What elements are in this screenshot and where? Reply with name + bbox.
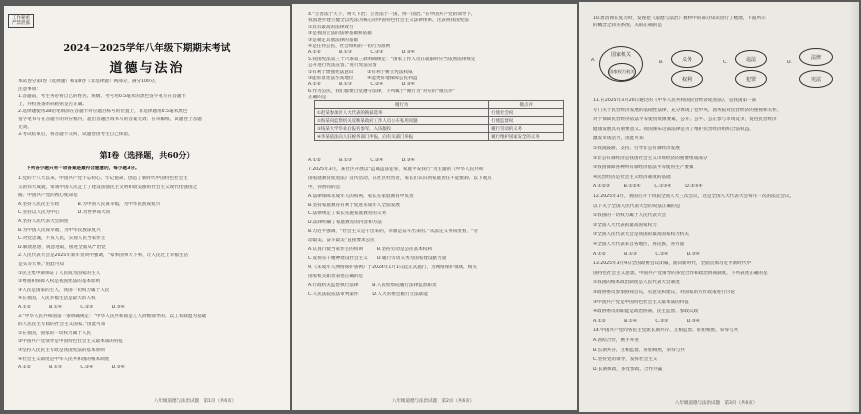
text-line: 的概念之间关系图，关联正确的是 (593, 23, 662, 28)
text-line: 无效。 (18, 124, 32, 130)
table-cell: 行使监督权 (489, 117, 564, 125)
table-cell: 履行劳动的义务 (489, 125, 564, 133)
text-line: 注意事项： (18, 86, 41, 92)
text-line: A.①② B.①④ C.②③ D.③④ (593, 318, 700, 324)
text-line: C.坚持以人民为中心 D.为世界谋大同 (18, 210, 111, 216)
text-line: ①具有最高的法律效力 (308, 24, 354, 30)
page-footer: 八年级道德与法治试题 第1页（共6页） (154, 399, 237, 404)
text-line: B.长期共存，互相监督，肝胆相照，荣辱与共 (593, 347, 685, 353)
option-letter: B. (659, 60, 664, 65)
text-line: 6.作为公民，我们都要自觉遵守法律，下列属于“微行为”对应的“微点评” (308, 88, 456, 94)
text-line: A.①② B.①③ C.②④ D.③④ (593, 251, 700, 257)
option-letter: C. (723, 60, 728, 65)
text-line: 3.考试结束后，将答题卡交回，试题卷由考生自己保留。 (18, 132, 133, 138)
text-line: 是头等大事。”由此可知 (18, 262, 65, 267)
text-line: ①在我国，国家的一切权力属于人民 (18, 330, 92, 336)
text-line: 8.习近平强调，“社会主义是干出来的，幸福是奋斗出来的。”从法定义务角度看，“劳 (308, 229, 479, 235)
table-row (315, 117, 564, 125)
text-line: 上，并检查条形码粘贴是否正确。 (18, 101, 87, 107)
text-line: A.①② B.①④ C.②③ D.③④ (18, 305, 125, 310)
text-line: A.①② B.①③ C.②④ D.③④ (308, 158, 415, 163)
text-line: 国家机关职责表述正确的是 (308, 273, 364, 279)
outer-circle: 违法 (735, 50, 767, 68)
page-edge-shadow (849, 2, 859, 412)
text-line: A.认真行使当家作主的权利 B.坚持劳动是公民基本权利 (308, 247, 432, 252)
text-line: 中，你赞同的是 (308, 184, 341, 190)
text-line: ③是制定其他法律的基础 (308, 37, 359, 43)
text-line: ①我国鼓励、支持、引导非公有制经济发展 (593, 146, 680, 151)
diagram-option-a (591, 46, 651, 86)
text-line: A.①②③ B.①②④ C.①③④ D.②③④ (593, 184, 703, 190)
text-line: C.对党忠诚，不负人民，实现人民当家作主 (18, 236, 106, 242)
table-cell: ③钱某大学毕业后报名参军，入伍服役 (315, 125, 489, 133)
text-line: D.解放思想，锐意进取，推进全面从严治党 (18, 244, 106, 250)
outer-circle: 义务 (671, 50, 703, 68)
text-line: 7.2025年3月，某社区开展以“远离违法犯罪，家庭平安我行”为主题的《中华人民共和 (308, 166, 484, 172)
text-line: A.行政机关监督执行法律 B.人民检察院履行法律监督职责 (308, 282, 437, 288)
text-line: 12.2025年3月，我国召开十四届全国人大三次会议，这是全国人大代表大会每年一次的法定会议。 (593, 194, 795, 199)
text-line: ③能彰显宪法至高地位 ④能更好地保障公民利益 (308, 76, 418, 81)
text-line: 11.在2025年3月20日通过的《中华人民共和国民营经济促进法》，是我国第一部 (593, 98, 757, 103)
exam-page-1 (4, 6, 290, 410)
text-line: 以下关于全国人民代表大会的说法正确的是 (593, 203, 681, 209)
text-line: B.坚持家庭教育有利于促进未成年人全面发展 (308, 202, 400, 208)
text-line: 路。中国共产党的初心使命是 (18, 193, 78, 199)
text-line: 14.中国共产党同各民主党派长期共存、互相监督、肝胆相照、荣辱与共 (593, 328, 739, 334)
text-line: ①有利于增强宪法意识 ②有利于树立宪法权威 (308, 69, 413, 75)
text-line: 13.2025年3月9日全国政协会议闭幕，面向新时代，全面贯彻习近平新时代中 (593, 261, 752, 267)
text-line: 对于保障民营经济依法平等使用资源要素，公开、公平、公正参与市场竞争，促进民营经济 (593, 117, 777, 123)
text-line: C.人民法院依法审判案件 D.人大常委会履行立法职能 (308, 291, 428, 297)
text-line: A.团结合作，携手并进 (593, 338, 639, 343)
text-line: ④在我国，人民幸福生活是最大的人权 (18, 296, 96, 302)
text-line: C.坚持党的领导，发挥社会主义 (593, 357, 658, 363)
exam-page-2 (292, 4, 577, 410)
option-letter: A. (591, 58, 596, 63)
outer-circle: 法律 (799, 48, 833, 66)
text-line: ④民营经济是社会主义经济制度的基础 (593, 174, 671, 180)
text-line: ④政协委员的职能是政治协商、民主监督、参政议政 (593, 309, 699, 315)
option-letter: D. (787, 60, 792, 65)
text-line: 2.人民代表大会是2025年新年贺词中强调，“家事国事天下事，让人民过上幸福生活 (18, 253, 189, 259)
text-line: 的人民民主专政的社会主义国家。”由此可知 (18, 322, 106, 328)
text-line: 1.党的十八大以来，中国共产党不忘初心、牢记使命，创造了新时代中国特色社会主 (18, 176, 188, 181)
diagram-option-b (659, 50, 715, 86)
page-footer: 八年级道德与法治试题 第3页（共6页） (675, 401, 758, 406)
text-line: 激发市场活力，由此可知 (593, 136, 644, 142)
text-line: C.法律规定了家长实施家庭教育的义务 (308, 211, 387, 217)
inner-circle: 权利 (671, 70, 703, 88)
exam-page-3 (579, 2, 859, 412)
text-line: D.法律明确了家庭教育的内容和方法 (308, 220, 382, 226)
table-header-row (315, 101, 564, 109)
diagram-option-d (787, 48, 847, 88)
text-line: 签字笔书写在答题卡的对应框内，超出答题区域书写的答案无效；在草稿纸、试题卷上答题 (18, 117, 202, 122)
text-line: 3.“中华人民共和国第一条明确规定：“中华人民共和国是工人阶级领导的、以工农联盟为基础 (18, 313, 207, 319)
outer-circle: 国家机关 (599, 46, 643, 82)
confidential-seal (8, 14, 34, 28)
inner-circle: 宪法 (799, 70, 833, 88)
text-line: ①民主集中制保证了人民成为国家的主人 (18, 270, 101, 276)
text-line: A.法律保障未成年人的权利，家长在家庭教育中负责 (308, 193, 414, 199)
exam-title: 2024－2025学年八年级下期期末考试 (63, 43, 231, 54)
text-line: 公开进行宪法宣誓。”进行宪法宣誓 (308, 63, 377, 69)
text-line: 动最美、奋斗最美”直接要求公民 (308, 238, 375, 244)
table-row (315, 133, 564, 141)
text-line: ④是任何公民、社会组织的一切行为准则 (308, 44, 391, 49)
text-line: ②政协委员参加协商会议，有意见和建议，对国家的方针政策进行讨论 (593, 290, 735, 295)
behavior-table (314, 100, 564, 141)
diagram-option-c (723, 50, 779, 86)
table-cell: 行使社会权 (489, 109, 564, 117)
table-cell: 履行维护国家安全的义务 (489, 133, 564, 141)
text-line: 4.“立善法于天下，则天下治；立善法于一国，则一国治。”在中国共产党的领导下， (308, 12, 476, 17)
text-line: 我国逐步建立健全以宪法为核心的中国特色社会主义法律体系。这表明我国宪法 (308, 18, 469, 24)
table-cell: ④李某依法向人驻税务部门申报，向有关部门举报 (315, 133, 489, 141)
text-line: 国家庭教育促进法》宣传活动，在社区经营者，家长们认识到家庭责任不能推卸，以下观点 (308, 175, 492, 181)
text-line: 专门关于民营经济发展的基础性法律，充分体现了党中央、国务院对民营经济的重视和关怀， (593, 107, 782, 113)
text-line: ①我国的根本政治制度是人民代表大会制度 (593, 280, 680, 286)
table-row (315, 109, 564, 117)
text-line: 10.唐清洲在复习时，发现把《道德与法治》教材中的部分知识进行了梳理，下面所示 (593, 16, 766, 21)
text-line: ②是我国立法的法律基础和依据 (308, 31, 372, 37)
text-line: 健康发展具有重要意义。我国颁布这部法律是为了维护民营经济组织合法权益， (593, 126, 754, 132)
text-line: ③中国共产党是中国特色社会主义最本质的特征 (593, 299, 689, 305)
text-line: ④全国人大代表来自各地区、各民族、各方面 (593, 242, 685, 247)
table-header: 微点评 (489, 101, 564, 109)
page-footer: 八年级道德与法治试题 第2页（共6页） (392, 399, 475, 404)
text-line: ②全国人大代表的最高国家权力 (593, 222, 657, 228)
text-line: A.①② B.①③ C.②③ D.③④ (308, 50, 415, 56)
text-line: A.坚持人民民主专政 B.为中国人民谋幸福，为中华民族谋复兴 (18, 201, 161, 207)
text-line: 5.我国宪法第三十六条第三款明确规定：“国家工作人员在就职时应当依照法律规定 (308, 56, 476, 62)
text-line: ④社会主义制度是中华人民共和国的根本制度 (18, 356, 110, 362)
text-line: ③人民是国家的主人，我国一切权力属于人民 (18, 287, 110, 293)
text-line: B.为中国人民谋幸福，为中华民族谋复兴 (18, 227, 101, 233)
text-line: ①我国的一切权力属于人民代表大会 (593, 213, 667, 219)
section-instruction: 下列各小题只有一项答案是最符合题意的，每小题3分。 (26, 166, 140, 171)
text-line: ③坚持人民民主专政是我国宪法的基本原则 (18, 348, 105, 353)
text-line: 2.选择题使用2B铅笔填涂在答题卡对应题目标号的位置上，非选择题用0.5毫米黑色 (18, 109, 188, 115)
inner-circle: 国家权力机关 (608, 63, 636, 81)
text-line: A.①② B.①③ C.②④ D.③④ (308, 82, 415, 88)
section-title: 第Ⅰ卷（选择题，共60分） (99, 150, 195, 160)
inner-circle: 犯罪 (735, 70, 767, 88)
text-line: ②尊重和保障人权是我国宪法的基本原则 (18, 279, 101, 285)
table-cell: ①赵某参加区人大代表的换届选举 (315, 109, 489, 117)
text-line: D.长期执政，多党参政，合作共赢 (593, 366, 663, 372)
text-line: 本试卷分第Ⅰ卷（选择题）和第Ⅱ卷（非选择题）两部分，满分100分。 (18, 79, 160, 84)
text-line: A.坚持人民代表大会制度 (18, 219, 69, 224)
table-row (315, 125, 564, 133)
text-line: 9.《未成年人网络保护条例》于2024年1月1日起正式施行，为网络保护领域，相关 (308, 264, 477, 270)
text-line: C.发扬实干精神建设社会主义 D.履行劳动义务为国家建设献力量 (308, 255, 447, 261)
text-line: 1.答题前，考生务必将自己的姓名、班级、考号用0.5毫米的黑色签字笔写在答题卡 (18, 94, 186, 100)
text-line: 国特色社会主义思想。中国共产党领导的多党合作和政治协商制度，下列表述正确的是 (593, 270, 768, 276)
text-line: 正确的是 (308, 95, 327, 101)
seal-line-1: 工作秘密 (12, 16, 30, 21)
text-line: ②非公有制经济是我国社会主义市场经济的重要组成部分 (593, 155, 708, 161)
text-line: 义的伟大成就，带领中国人民走上了建设富强民主文明和谐美丽的社会主义现代化强国之 (18, 184, 198, 190)
text-line: ②中国共产党领导是中国特色社会主义最本质的特征 (18, 339, 124, 345)
text-line: ③全国人民代表大会是我国的最高国家权力机关 (593, 232, 689, 238)
text-line: A.①② B.①③ C.②④ D.③④ (18, 365, 125, 371)
table-header: 微行为 (315, 101, 489, 109)
subject-title: 道德与法治 (109, 61, 185, 76)
seal-line-2: 严禁泄露 (12, 21, 30, 26)
text-line: ③我国保障各种所有制经济依法平等使用生产要素 (593, 165, 694, 171)
table-cell: ②海某向监察机关反映某政府工作人员公车私用问题 (315, 117, 489, 125)
